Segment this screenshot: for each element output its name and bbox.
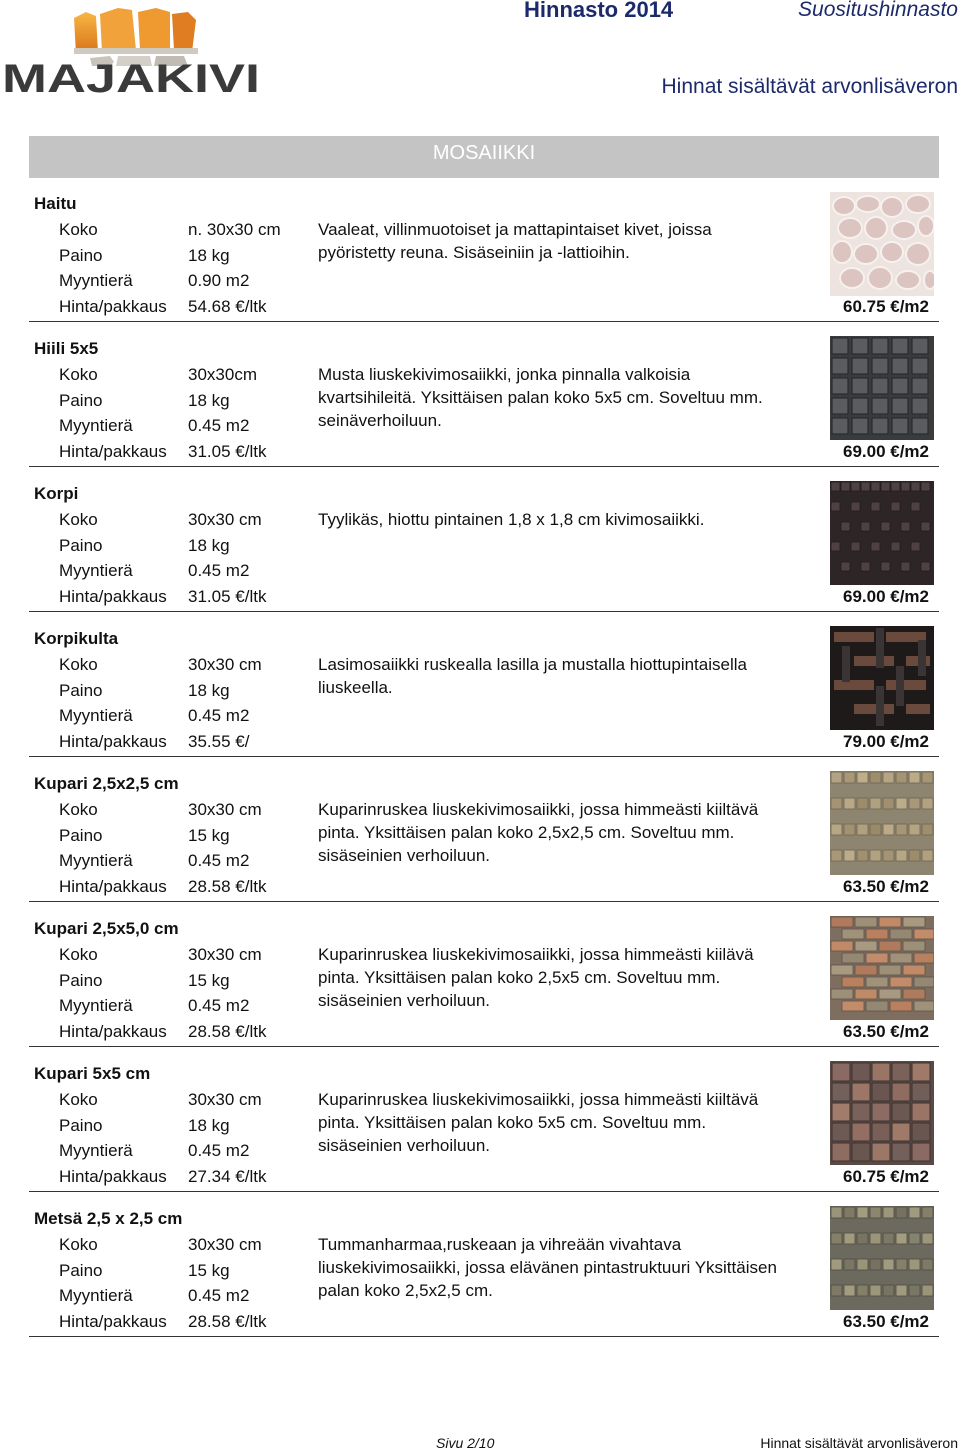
size-label: Koko bbox=[59, 655, 98, 674]
product-card bbox=[29, 757, 939, 902]
product-card bbox=[29, 177, 939, 322]
pack-price-label: Hinta/pakkaus bbox=[59, 1021, 167, 1041]
sales-unit-label: Myyntierä bbox=[59, 851, 133, 871]
price-list-title: Hinnasto 2014 bbox=[524, 0, 674, 22]
pack-price-label: Hinta/pakkaus bbox=[59, 1166, 167, 1186]
product-specs bbox=[59, 1232, 266, 1334]
pack-price-label: Hinta/pakkaus bbox=[59, 1311, 167, 1331]
weight-label: Paino bbox=[59, 680, 103, 700]
product-image bbox=[830, 1061, 934, 1165]
product-description: Tummanharmaa,ruskeaan ja vihreään vivahtava liuskekivimosaiikki, jossa elävänen pintastruktuuri Yksittäisen palan koko 2,5x2,5 cm. bbox=[318, 1235, 777, 1300]
pack-price-label: Hinta/pakkaus bbox=[59, 296, 167, 316]
product-specs bbox=[59, 652, 262, 754]
sales-unit-label: Myyntierä bbox=[59, 706, 133, 726]
pack-price-value: 28.58 €/ltk bbox=[188, 876, 267, 896]
footer-vat-note: Hinnat sisältävät arvonlisäveron bbox=[760, 1435, 958, 1451]
weight-value: 18 kg bbox=[188, 535, 230, 555]
size-value: 30x30cm bbox=[188, 365, 257, 384]
product-specs bbox=[59, 507, 266, 609]
product-description: Kuparinruskea liuskekivimosaiikki, jossa himmeästi kiilävä pinta. Yksittäisen palan koko 2,5x5 cm. Soveltuu mm. sisäseinien verhoiluun. bbox=[318, 945, 754, 1010]
product-image bbox=[830, 336, 934, 440]
weight-value: 15 kg bbox=[188, 825, 230, 845]
product-description: Tyylikäs, hiottu pintainen 1,8 x 1,8 cm kivimosaiikki. bbox=[318, 510, 705, 529]
price-list-subtitle: Suositushinnasto bbox=[798, 0, 958, 21]
weight-value: 15 kg bbox=[188, 1260, 230, 1280]
pack-price-value: 35.55 €/ bbox=[188, 731, 250, 751]
product-name: Kupari 2,5x2,5 cm bbox=[34, 774, 179, 793]
sales-unit-value: 0.45 m2 bbox=[188, 706, 250, 726]
sales-unit-value: 0.45 m2 bbox=[188, 1141, 250, 1161]
sales-unit-label: Myyntierä bbox=[59, 1141, 133, 1161]
weight-label: Paino bbox=[59, 245, 103, 265]
sales-unit-label: Myyntierä bbox=[59, 561, 133, 581]
product-name: Kupari 5x5 cm bbox=[34, 1064, 151, 1083]
size-label: Koko bbox=[59, 220, 98, 239]
size-label: Koko bbox=[59, 365, 98, 384]
size-value: 30x30 cm bbox=[188, 510, 262, 529]
product-name: Hiili 5x5 bbox=[34, 339, 99, 358]
sales-unit-label: Myyntierä bbox=[59, 271, 133, 291]
price-per-m2: 63.50 €/m2 bbox=[842, 877, 929, 896]
product-description: Lasimosaiikki ruskealla lasilla ja mustalla hiottupintaisella liuskeella. bbox=[318, 655, 747, 697]
pack-price-value: 28.58 €/ltk bbox=[188, 1021, 267, 1041]
section-header bbox=[29, 136, 939, 178]
section-title: MOSAIIKKI bbox=[432, 142, 536, 164]
weight-value: 18 kg bbox=[188, 390, 230, 410]
product-specs bbox=[59, 1087, 266, 1189]
weight-value: 18 kg bbox=[188, 680, 230, 700]
size-label: Koko bbox=[59, 510, 98, 529]
product-description: Kuparinruskea liuskekivimosaiikki, jossa himmeästi kiiltävä pinta. Yksittäisen palan koko 5x5 cm. Soveltuu mm. sisäseinien verhoiluun. bbox=[318, 1090, 759, 1155]
product-description: Musta liuskekivimosaiikki, jonka pinnalla valkoisia kvartsihileitä. Yksittäisen palan koko 5x5 cm. Soveltuu mm. seinäverhoiluun. bbox=[318, 365, 763, 430]
weight-value: 18 kg bbox=[188, 1115, 230, 1135]
price-per-m2: 79.00 €/m2 bbox=[842, 732, 929, 751]
size-value: n. 30x30 cm bbox=[188, 220, 281, 239]
pack-price-value: 28.58 €/ltk bbox=[188, 1311, 267, 1331]
price-per-m2: 60.75 €/m2 bbox=[842, 297, 929, 316]
pack-price-label: Hinta/pakkaus bbox=[59, 441, 167, 461]
weight-label: Paino bbox=[59, 970, 103, 990]
weight-value: 18 kg bbox=[188, 245, 230, 265]
price-per-m2: 69.00 €/m2 bbox=[842, 587, 929, 606]
product-card bbox=[29, 322, 939, 467]
product-description: Vaaleat, villinmuotoiset ja mattapintaiset kivet, joissa pyöristetty reuna. Sisäseiniin ja -lattioihin. bbox=[318, 220, 712, 262]
pack-price-value: 31.05 €/ltk bbox=[188, 441, 267, 461]
sales-unit-label: Myyntierä bbox=[59, 1286, 133, 1306]
size-label: Koko bbox=[59, 1090, 98, 1109]
price-per-m2: 63.50 €/m2 bbox=[842, 1022, 929, 1041]
product-image bbox=[830, 481, 934, 585]
product-name: Korpi bbox=[34, 484, 79, 503]
product-card bbox=[29, 467, 939, 612]
sales-unit-label: Myyntierä bbox=[59, 416, 133, 436]
sales-unit-value: 0.45 m2 bbox=[188, 851, 250, 871]
product-description: Kuparinruskea liuskekivimosaiikki, jossa himmeästi kiiltävä pinta. Yksittäisen palan koko 2,5x2,5 cm. Soveltuu mm. sisäseinien verhoiluun. bbox=[318, 800, 759, 865]
weight-label: Paino bbox=[59, 535, 103, 555]
weight-label: Paino bbox=[59, 390, 103, 410]
sales-unit-value: 0.45 m2 bbox=[188, 561, 250, 581]
weight-value: 15 kg bbox=[188, 970, 230, 990]
product-image bbox=[830, 771, 934, 875]
price-per-m2: 69.00 €/m2 bbox=[842, 442, 929, 461]
size-value: 30x30 cm bbox=[188, 1235, 262, 1254]
majakivi-logo bbox=[0, 0, 265, 100]
product-card bbox=[29, 1192, 939, 1337]
sales-unit-value: 0.45 m2 bbox=[188, 1286, 250, 1306]
product-name: Kupari 2,5x5,0 cm bbox=[34, 919, 179, 938]
product-image bbox=[830, 192, 934, 296]
product-card bbox=[29, 1047, 939, 1192]
pack-price-value: 54.68 €/ltk bbox=[188, 296, 267, 316]
page-number: Sivu 2/10 bbox=[436, 1435, 495, 1451]
price-per-m2: 63.50 €/m2 bbox=[842, 1312, 929, 1331]
product-specs bbox=[59, 217, 281, 319]
price-per-m2: 60.75 €/m2 bbox=[842, 1167, 929, 1186]
product-image bbox=[830, 1206, 934, 1310]
pack-price-label: Hinta/pakkaus bbox=[59, 731, 167, 751]
pack-price-value: 27.34 €/ltk bbox=[188, 1166, 267, 1186]
weight-label: Paino bbox=[59, 1260, 103, 1280]
product-specs bbox=[59, 362, 266, 464]
size-label: Koko bbox=[59, 1235, 98, 1254]
product-card bbox=[29, 612, 939, 757]
svg-text:MAJAKIVI: MAJAKIVI bbox=[2, 57, 260, 100]
sales-unit-value: 0.45 m2 bbox=[188, 416, 250, 436]
pack-price-label: Hinta/pakkaus bbox=[59, 586, 167, 606]
vat-note: Hinnat sisältävät arvonlisäveron bbox=[661, 75, 958, 98]
sales-unit-value: 0.90 m2 bbox=[188, 271, 250, 291]
size-value: 30x30 cm bbox=[188, 655, 262, 674]
product-name: Metsä 2,5 x 2,5 cm bbox=[34, 1209, 183, 1228]
size-label: Koko bbox=[59, 945, 98, 964]
product-image bbox=[830, 626, 934, 730]
weight-label: Paino bbox=[59, 1115, 103, 1135]
product-name: Haitu bbox=[34, 194, 77, 213]
product-image bbox=[830, 916, 934, 1020]
size-value: 30x30 cm bbox=[188, 1090, 262, 1109]
product-specs bbox=[59, 797, 266, 899]
product-name: Korpikulta bbox=[34, 629, 119, 648]
product-card bbox=[29, 902, 939, 1047]
sales-unit-label: Myyntierä bbox=[59, 996, 133, 1016]
pack-price-value: 31.05 €/ltk bbox=[188, 586, 267, 606]
size-value: 30x30 cm bbox=[188, 800, 262, 819]
weight-label: Paino bbox=[59, 825, 103, 845]
product-specs bbox=[59, 942, 266, 1044]
pack-price-label: Hinta/pakkaus bbox=[59, 876, 167, 896]
size-label: Koko bbox=[59, 800, 98, 819]
sales-unit-value: 0.45 m2 bbox=[188, 996, 250, 1016]
size-value: 30x30 cm bbox=[188, 945, 262, 964]
